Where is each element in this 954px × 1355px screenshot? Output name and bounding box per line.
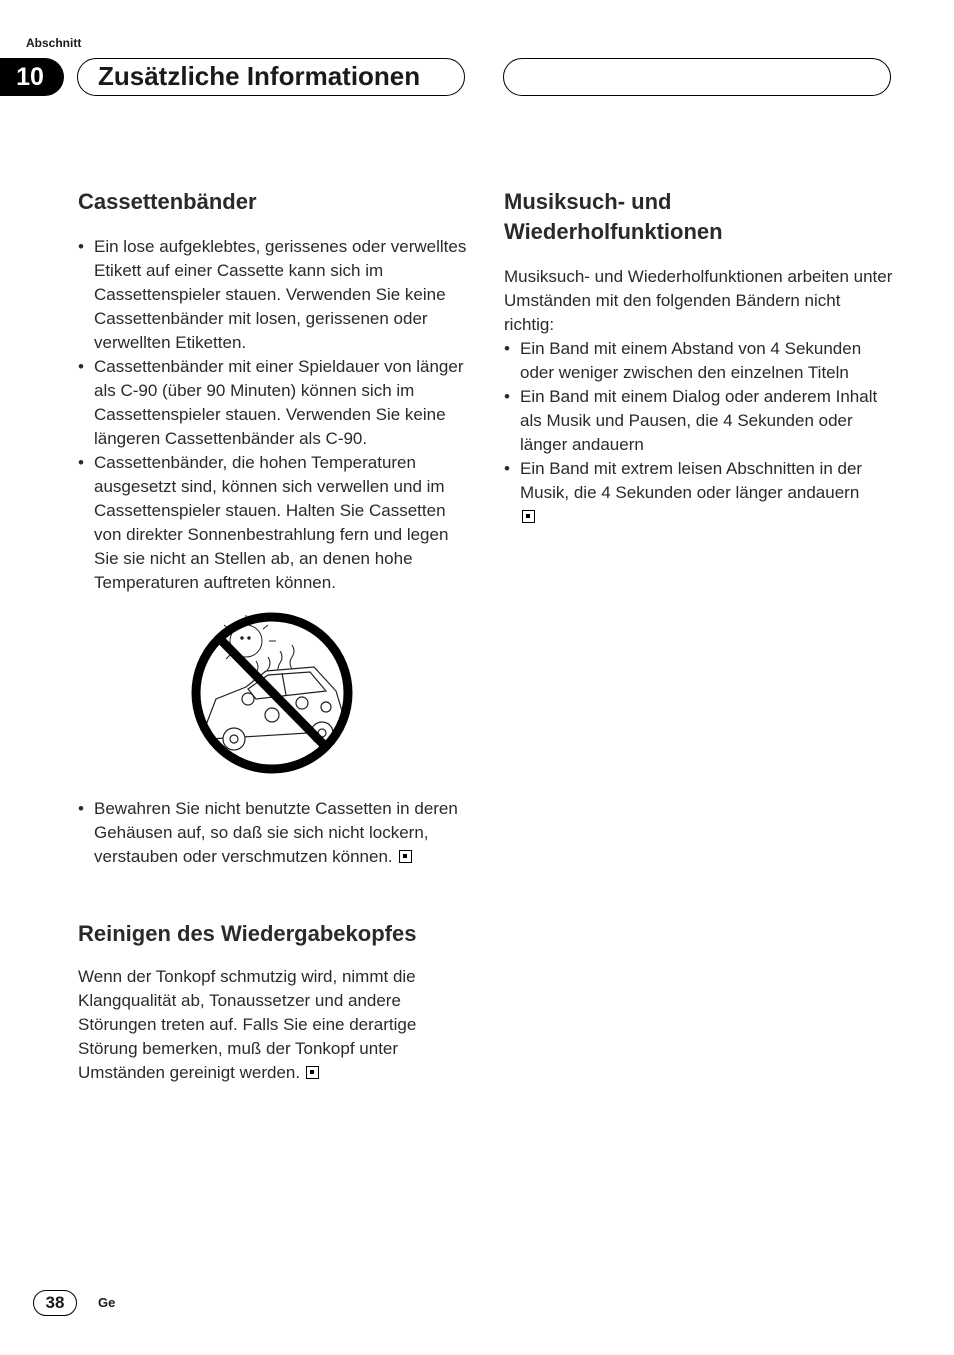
list-item-text: Ein Band mit extrem leisen Abschnitten in der Musik, die 4 Sekunden oder länger andauern bbox=[520, 459, 863, 502]
cassette-heading: Cassettenbänder bbox=[78, 189, 257, 214]
end-mark-icon bbox=[522, 510, 535, 523]
cassette-list bbox=[78, 235, 468, 595]
right-column bbox=[504, 187, 894, 529]
cassette-list-after bbox=[78, 797, 468, 869]
search-intro: Musiksuch- und Wiederholfunktionen arbeiten unter Umständen mit den folgenden Bändern nicht richtig: bbox=[504, 267, 893, 334]
end-mark-icon bbox=[306, 1066, 319, 1079]
list-item: • Ein lose aufgeklebtes, gerissenes oder verwelltes Etikett auf einer Cassette kann sich im Cassettenspieler stauen. Verwenden Sie keine Cassettenbänder mit losen, gerissenen oder verwellten Etiketten. bbox=[78, 235, 468, 355]
no-heat-car-illustration bbox=[186, 607, 358, 779]
list-item: • Ein Band mit einem Abstand von 4 Sekunden oder weniger zwischen den einzelnen Titeln bbox=[504, 337, 894, 385]
list-item: • Cassettenbänder mit einer Spieldauer von länger als C-90 (über 90 Minuten) können sich im Cassettenspieler stauen. Verwenden Sie keine längeren Cassettenbänder als C-90. bbox=[78, 355, 468, 451]
list-item: • Ein Band mit einem Dialog oder anderem Inhalt als Musik und Pausen, die 4 Sekunden oder länger andauern bbox=[504, 385, 894, 457]
search-heading: Musiksuch- und Wiederholfunktionen bbox=[504, 189, 723, 244]
language-code: Ge bbox=[98, 1295, 116, 1310]
section-label: Abschnitt bbox=[26, 36, 82, 50]
chapter-number: 10 bbox=[0, 58, 64, 96]
search-list bbox=[504, 337, 894, 529]
end-mark-icon bbox=[399, 850, 412, 863]
list-item: • Cassettenbänder, die hohen Temperaturen ausgesetzt sind, können sich verwellen und im Cassettenspieler stauen. Halten Sie Cassetten von direkter Sonnenbestrahlung fern und legen Sie sie nicht an Stellen ab, an denen hohe Temperaturen auftreten können. bbox=[78, 451, 468, 595]
left-column bbox=[78, 187, 468, 595]
list-item-text: Bewahren Sie nicht benutzte Cassetten in deren Gehäusen auf, so daß sie sich nicht lockern, verstauben oder verschmutzen können. bbox=[94, 799, 458, 866]
empty-header-frame bbox=[503, 58, 891, 96]
cleaning-heading: Reinigen des Wiedergabekopfes bbox=[78, 921, 417, 946]
cleaning-text: Wenn der Tonkopf schmutzig wird, nimmt die Klangqualität ab, Tonaussetzer und andere Störungen treten auf. Falls Sie eine derartige Störung bemerken, muß der Tonkopf unter Umständen gereinigt werden. bbox=[78, 967, 417, 1082]
left-column-continued bbox=[78, 797, 468, 1085]
chapter-title: Zusätzliche Informationen bbox=[77, 58, 465, 96]
page-number: 38 bbox=[33, 1290, 77, 1316]
list-item bbox=[504, 457, 894, 529]
list-item bbox=[78, 797, 468, 869]
cleaning-paragraph bbox=[78, 965, 468, 1085]
